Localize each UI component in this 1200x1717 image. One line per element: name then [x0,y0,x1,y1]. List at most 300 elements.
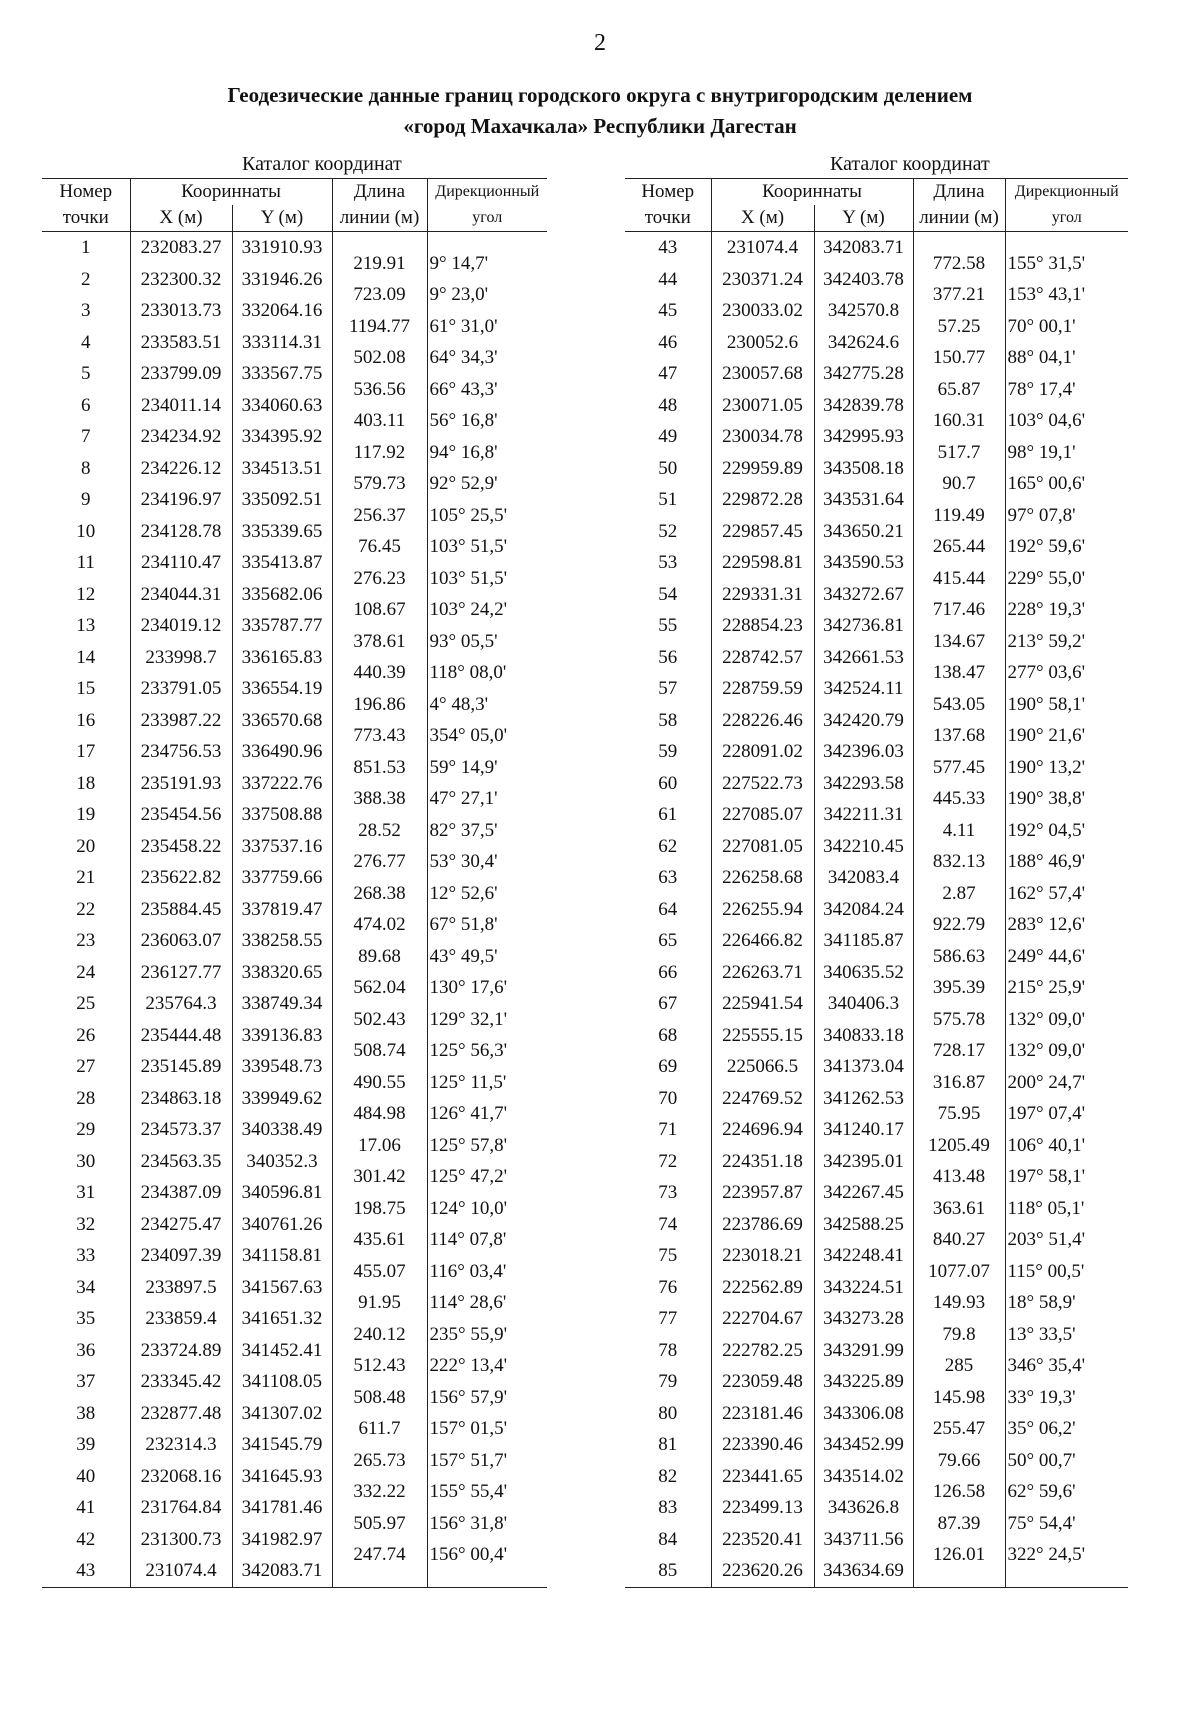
line-length: 268.38 [353,882,406,904]
line-length: 508.74 [353,1040,406,1062]
point-number: 60 [658,772,678,794]
header-point-num-2: точки [625,205,711,232]
point-number: 30 [76,1150,96,1172]
point-number: 13 [76,615,96,636]
x-value: 235458.22 [140,835,222,857]
line-length: 75.95 [937,1103,981,1125]
line-length: 413.48 [932,1166,986,1188]
x-value: 234563.35 [140,1150,222,1172]
x-value: 234196.97 [140,489,222,510]
x-value: 228759.59 [722,678,803,699]
y-value: 342570.8 [827,300,900,321]
x-value: 236127.77 [140,961,222,983]
direction-angle: 277° 03,6' [1007,662,1086,684]
y-value: 342084.24 [823,898,904,920]
y-value: 343224.51 [823,1276,904,1298]
y-value: 343634.69 [823,1560,904,1581]
length-column [913,232,1005,1588]
direction-angle: 126° 41,7' [429,1103,508,1125]
line-length: 445.33 [932,788,986,810]
x-value: 223441.65 [722,1465,803,1487]
x-value: 234128.78 [140,520,222,542]
direction-angle: 190° 58,1' [1007,693,1086,715]
point-number: 32 [76,1213,96,1235]
direction-angle: 188° 46,9' [1007,851,1086,873]
x-value: 225066.5 [726,1056,799,1077]
header-length-2: линии (м) [332,205,427,232]
line-length: 196.86 [353,693,406,715]
y-value: 341158.81 [241,1245,323,1266]
line-length: 502.08 [353,347,406,369]
y-value: 334395.92 [241,426,323,447]
point-number: 53 [658,552,678,573]
y-value: 341185.87 [823,930,904,951]
direction-angle: 197° 07,4' [1007,1103,1086,1125]
direction-angle: 354° 05,0' [429,725,508,747]
point-number: 69 [658,1056,678,1077]
y-value: 332064.16 [241,300,323,321]
line-length: 247.74 [353,1544,406,1566]
y-value: 343273.28 [823,1308,904,1329]
point-number: 75 [658,1245,678,1266]
line-length: 611.7 [358,1418,401,1440]
line-length: 415.44 [932,567,986,589]
x-value: 224351.18 [722,1150,803,1172]
y-value: 334060.63 [241,394,323,416]
point-number: 25 [76,993,96,1014]
direction-angle: 125° 56,3' [429,1040,508,1062]
direction-angle: 129° 32,1' [429,1008,508,1030]
point-number: 51 [658,489,678,510]
point-numbers-column [42,232,130,1588]
direction-angle: 64° 34,3' [429,347,498,369]
line-length: 87.39 [937,1512,981,1534]
point-number: 28 [76,1087,96,1109]
y-value: 338258.55 [241,930,323,951]
direction-angle: 106° 40,1' [1007,1134,1086,1156]
x-value: 234097.39 [140,1245,222,1266]
y-value: 339548.73 [241,1056,323,1077]
line-length: 149.93 [932,1292,986,1314]
line-length: 1194.77 [348,315,411,337]
line-length: 717.46 [932,599,986,621]
direction-angle: 97° 07,8' [1007,504,1076,526]
point-number: 16 [76,709,96,731]
y-value: 342248.41 [823,1245,904,1266]
y-value: 343626.8 [827,1497,900,1518]
line-length: 57.25 [937,315,981,337]
direction-angle: 98° 19,1' [1007,441,1076,463]
line-length: 723.09 [353,284,406,306]
line-length: 89.68 [358,945,401,967]
x-value: 235622.82 [140,867,222,888]
direction-angle: 66° 43,3' [429,378,498,400]
direction-angle: 124° 10,0' [429,1197,508,1219]
direction-angle: 132° 09,0' [1007,1008,1086,1030]
x-value: 235764.3 [145,993,217,1014]
x-value: 230071.05 [722,394,803,416]
y-column [232,232,332,1588]
y-value: 335413.87 [241,552,323,573]
y-value: 343508.18 [823,457,904,479]
x-value: 227522.73 [722,772,803,794]
x-value: 234019.12 [140,615,222,636]
point-number: 43 [76,1560,96,1581]
left-catalog [42,150,547,1588]
x-value: 226466.82 [722,930,803,951]
y-value: 333567.75 [241,363,323,384]
point-number: 55 [658,615,678,636]
line-length: 198.75 [353,1197,406,1219]
line-length: 586.63 [932,945,986,967]
direction-angle: 18° 58,9' [1007,1292,1076,1314]
y-value: 342588.25 [823,1213,904,1235]
direction-angle: 125° 57,8' [429,1134,508,1156]
point-number: 78 [658,1339,678,1361]
y-value: 341240.17 [823,1119,904,1140]
line-length: 440.39 [353,662,406,684]
x-value: 223786.69 [722,1213,803,1235]
y-value: 341781.46 [241,1497,323,1518]
point-number: 8 [81,457,91,479]
x-value: 231074.4 [726,237,799,258]
header-point-num-2: точки [42,205,130,232]
direction-angle: 190° 21,6' [1007,725,1086,747]
direction-angle: 156° 00,4' [429,1544,508,1566]
page-number: 2 [594,30,606,56]
point-number: 9 [81,489,91,510]
point-number: 37 [76,1371,96,1392]
direction-angle: 118° 05,1' [1007,1197,1085,1219]
line-length: 562.04 [353,977,406,999]
direction-angle: 155° 31,5' [1007,252,1086,274]
line-length: 138.47 [932,662,986,684]
line-length: 840.27 [932,1229,986,1251]
x-value: 230052.6 [726,331,799,353]
line-length: 119.49 [933,504,985,526]
x-value: 227081.05 [722,835,803,857]
header-length: Длина [913,179,1005,206]
y-value: 341982.97 [241,1528,323,1550]
direction-angle: 197° 58,1' [1007,1166,1086,1188]
x-column [711,232,814,1588]
point-number: 33 [76,1245,96,1266]
y-value: 342995.93 [823,426,904,447]
y-value: 340833.18 [823,1024,904,1046]
x-value: 228854.23 [722,615,803,636]
y-column [814,232,913,1588]
point-number: 50 [658,457,678,479]
point-number: 17 [76,741,96,762]
y-value: 343514.02 [823,1465,904,1487]
line-length: 577.45 [932,756,986,778]
x-value: 234275.47 [140,1213,222,1235]
line-length: 363.61 [932,1197,986,1219]
x-value: 231300.73 [140,1528,222,1550]
x-value: 229959.89 [722,457,803,479]
line-length: 265.73 [353,1449,406,1471]
point-number: 21 [76,867,96,888]
x-value: 234044.31 [140,583,222,605]
point-number: 56 [658,646,678,668]
line-length: 255.47 [932,1418,986,1440]
catalog-caption: Каталог координат [242,153,402,175]
direction-angle: 283° 12,6' [1007,914,1086,936]
x-value: 229857.45 [722,520,803,542]
y-value: 336570.68 [241,709,323,731]
direction-angle: 43° 49,5' [429,945,498,967]
point-number: 23 [76,930,96,951]
x-value: 232877.48 [140,1402,222,1424]
y-value: 341452.41 [241,1339,323,1361]
point-number: 79 [658,1371,678,1392]
x-column [130,232,232,1588]
point-number: 1 [81,237,91,258]
line-length: 922.79 [932,914,986,936]
direction-angle: 105° 25,5' [429,504,508,526]
point-number: 36 [76,1339,96,1361]
direction-angle: 190° 38,8' [1007,788,1086,810]
point-number: 22 [76,898,96,920]
direction-angle: 103° 24,2' [429,599,508,621]
line-length: 502.43 [353,1008,406,1030]
point-number: 82 [658,1465,678,1487]
line-length: 79.8 [942,1323,976,1345]
direction-angle: 70° 00,1' [1007,315,1076,337]
direction-angle: 200° 24,7' [1007,1071,1086,1093]
header-angle-2: угол [427,205,547,232]
point-number: 77 [658,1308,678,1329]
x-value: 229872.28 [722,489,803,510]
line-length: 285 [944,1355,974,1377]
x-value: 234011.14 [140,394,222,416]
y-value: 342403.78 [823,268,904,290]
x-value: 231074.4 [145,1560,217,1581]
y-value: 341108.05 [241,1371,323,1392]
point-number: 29 [76,1119,96,1140]
direction-angle: 215° 25,9' [1007,977,1086,999]
direction-angle: 192° 04,5' [1007,819,1086,841]
y-value: 335339.65 [241,520,323,542]
x-value: 233998.7 [145,646,217,668]
x-value: 231764.84 [140,1497,222,1518]
direction-angle: 103° 04,6' [1007,410,1086,432]
point-number: 11 [76,552,95,573]
x-value: 232068.16 [140,1465,222,1487]
direction-angle: 156° 57,9' [429,1386,508,1408]
point-number: 83 [658,1497,678,1518]
x-value: 234110.47 [140,552,222,573]
line-length: 17.06 [358,1134,401,1156]
line-length: 772.58 [932,252,986,274]
y-value: 343590.53 [823,552,904,573]
line-length: 505.97 [353,1512,406,1534]
line-length: 575.78 [932,1008,986,1030]
y-value: 331946.26 [241,268,323,290]
x-value: 230371.24 [722,268,803,290]
point-number: 14 [76,646,96,668]
point-number: 67 [658,993,678,1014]
angle-column [427,232,547,1588]
line-length: 490.55 [353,1071,406,1093]
y-value: 341307.02 [241,1402,323,1424]
x-value: 232300.32 [140,268,222,290]
line-length: 395.39 [932,977,986,999]
point-number: 38 [76,1402,96,1424]
point-number: 66 [658,961,678,983]
direction-angle: 156° 31,8' [429,1512,508,1534]
line-length: 219.91 [353,252,406,274]
point-number: 65 [658,930,678,951]
line-length: 276.23 [353,567,406,589]
y-value: 342661.53 [823,646,904,668]
x-value: 232314.3 [145,1434,217,1455]
point-number: 61 [658,804,678,825]
x-value: 234863.18 [140,1087,222,1109]
point-number: 80 [658,1402,678,1424]
direction-angle: 157° 01,5' [429,1418,508,1440]
point-number: 42 [76,1528,96,1550]
y-value: 337759.66 [241,867,323,888]
x-value: 233583.51 [140,331,222,353]
point-number: 48 [658,394,678,416]
y-value: 336490.96 [241,741,323,762]
y-value: 335092.51 [241,489,323,510]
point-number: 18 [76,772,96,794]
point-number: 58 [658,709,678,731]
line-length: 117.92 [353,441,406,463]
point-number: 15 [76,678,96,699]
y-value: 342420.79 [823,709,904,731]
point-number: 7 [81,426,91,447]
y-value: 342624.6 [827,331,900,353]
line-length: 332.22 [353,1481,406,1503]
header-angle: Дирекционный [427,179,547,206]
line-length: 256.37 [353,504,406,526]
header-coords: Коориннаты [130,179,332,206]
direction-angle: 67° 51,8' [429,914,498,936]
line-length: 728.17 [932,1040,986,1062]
direction-angle: 125° 47,2' [429,1166,508,1188]
y-value: 342083.71 [241,1560,323,1581]
line-length: 276.77 [353,851,406,873]
direction-angle: 228° 19,3' [1007,599,1086,621]
direction-angle: 92° 52,9' [429,473,498,495]
point-number: 45 [658,300,678,321]
y-value: 336165.83 [241,646,323,668]
point-number: 84 [658,1528,678,1550]
coordinates-table-right [625,178,1128,1588]
coordinates-table-left [42,178,547,1588]
header-length-2: линии (м) [913,205,1005,232]
direction-angle: 93° 05,5' [429,630,498,652]
x-value: 233013.73 [140,300,222,321]
direction-angle: 157° 51,7' [429,1449,508,1471]
direction-angle: 132° 09,0' [1007,1040,1086,1062]
point-number: 59 [658,741,678,762]
y-value: 335787.77 [241,615,323,636]
y-value: 341645.93 [241,1465,323,1487]
direction-angle: 153° 43,1' [1007,284,1086,306]
y-value: 342267.45 [823,1182,904,1203]
x-value: 233987.22 [140,709,222,731]
x-value: 226255.94 [722,898,803,920]
header-coords: Коориннаты [711,179,913,206]
point-number: 73 [658,1182,678,1203]
line-length: 126.58 [932,1481,986,1503]
x-value: 233345.42 [140,1371,222,1392]
line-length: 536.56 [353,378,406,400]
x-value: 233724.89 [140,1339,222,1361]
direction-angle: 56° 16,8' [429,410,498,432]
direction-angle: 61° 31,0' [429,315,498,337]
line-length: 316.87 [932,1071,986,1093]
line-length: 1205.49 [928,1134,990,1156]
line-length: 508.48 [353,1386,406,1408]
x-value: 223390.46 [722,1434,803,1455]
header-angle-2: угол [1005,205,1128,232]
header-y: Y (м) [814,205,913,232]
direction-angle: 115° 00,5' [1007,1260,1085,1282]
point-number: 19 [76,804,96,825]
line-length: 76.45 [358,536,401,558]
point-number: 85 [658,1560,678,1581]
y-value: 343711.56 [823,1528,904,1550]
point-number: 49 [658,426,678,447]
line-length: 79.66 [937,1449,981,1471]
x-value: 224769.52 [722,1087,803,1109]
point-number: 54 [658,583,678,605]
x-value: 234234.92 [140,426,222,447]
x-value: 235145.89 [140,1056,222,1077]
point-number: 68 [658,1024,678,1046]
x-value: 234226.12 [140,457,222,479]
x-value: 226263.71 [722,961,803,983]
direction-angle: 155° 55,4' [429,1481,508,1503]
direction-angle: 249° 44,6' [1007,945,1086,967]
line-length: 2.87 [942,882,976,904]
point-number: 2 [81,268,91,290]
y-value: 340352.3 [246,1150,318,1172]
point-number: 72 [658,1150,678,1172]
line-length: 378.61 [353,630,406,652]
x-value: 233859.4 [145,1308,217,1329]
x-value: 228226.46 [722,709,803,731]
direction-angle: 192° 59,6' [1007,536,1086,558]
y-value: 339136.83 [241,1024,323,1046]
line-length: 474.02 [353,914,406,936]
y-value: 337508.88 [241,804,323,825]
point-number: 3 [81,300,91,321]
x-value: 226258.68 [722,867,803,888]
y-value: 336554.19 [241,678,323,699]
x-value: 225555.15 [722,1024,803,1046]
direction-angle: 235° 55,9' [429,1323,508,1345]
y-value: 338749.34 [241,993,323,1014]
line-length: 90.7 [942,473,976,495]
point-numbers-column [625,232,711,1588]
line-length: 134.67 [932,630,986,652]
y-value: 334513.51 [241,457,323,479]
line-length: 91.95 [358,1292,401,1314]
line-length: 126.01 [932,1544,986,1566]
y-value: 342083.71 [823,237,904,258]
x-value: 222562.89 [722,1276,803,1298]
direction-angle: 88° 04,1' [1007,347,1076,369]
direction-angle: 222° 13,4' [429,1355,508,1377]
point-number: 34 [76,1276,96,1298]
y-value: 342210.45 [823,835,904,857]
